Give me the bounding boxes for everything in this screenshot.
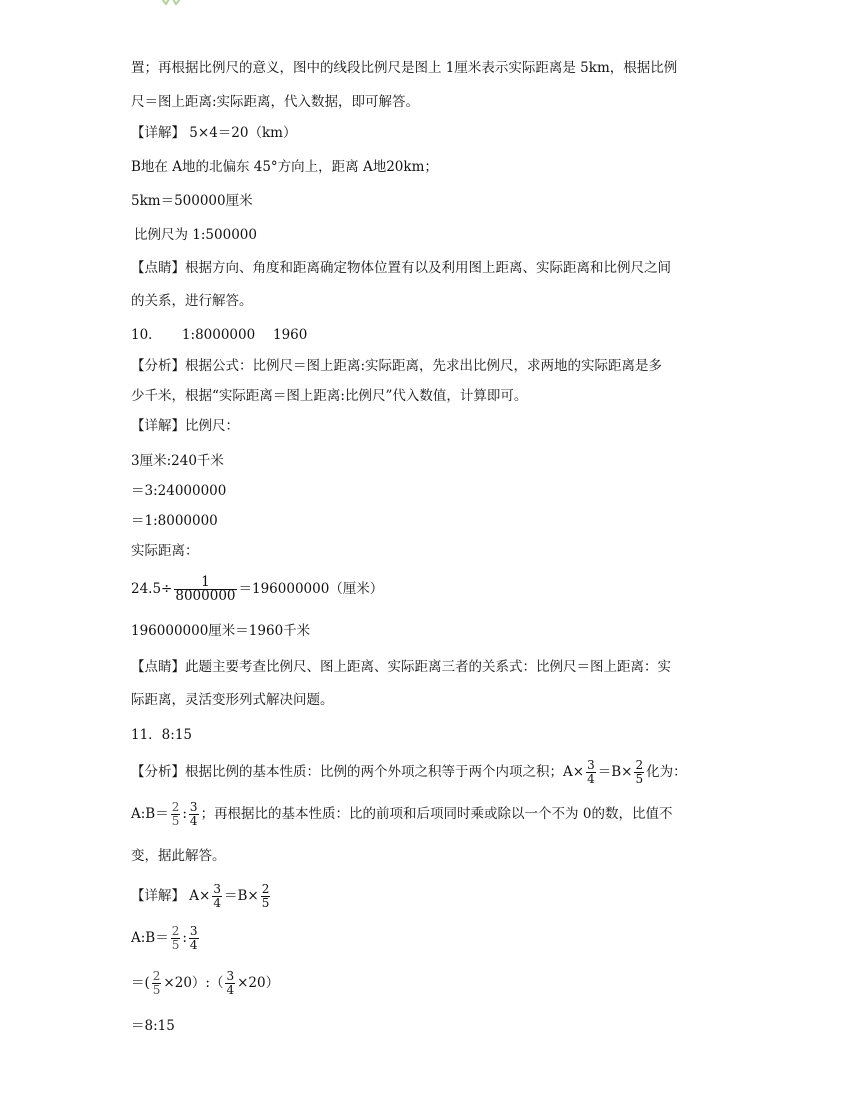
fraction-numerator: 2 xyxy=(635,758,644,772)
fraction xyxy=(171,801,181,828)
text-line: ＝1:8000000 xyxy=(131,513,218,529)
fraction xyxy=(212,883,222,910)
fraction xyxy=(634,759,644,786)
expression-text: 24.5÷ xyxy=(131,581,173,597)
text-line: ＝8:15 xyxy=(131,1018,175,1034)
fraction-denominator: 4 xyxy=(189,938,198,952)
fraction-denominator: 5 xyxy=(261,896,270,910)
equation-line xyxy=(131,572,383,606)
expression-text: ×20）:（ xyxy=(163,975,224,991)
text-line xyxy=(131,921,201,955)
fraction-numerator: 3 xyxy=(189,924,198,938)
fraction-denominator: 5 xyxy=(171,938,180,952)
text-line: 比例尺为 1:500000 xyxy=(134,227,257,243)
fraction xyxy=(261,883,271,910)
text-line xyxy=(131,797,672,831)
fraction xyxy=(171,925,181,952)
expression-text: ＝B× xyxy=(224,888,259,904)
fraction-denominator: 5 xyxy=(152,983,161,997)
fraction-numerator: 2 xyxy=(171,800,180,814)
fraction-denominator: 4 xyxy=(587,772,595,786)
fraction-numerator: 3 xyxy=(189,800,198,814)
fraction-denominator: 8000000 xyxy=(175,588,236,604)
text-line: ＝3:24000000 xyxy=(131,483,227,499)
text-line: 际距离，灵活变形列式解决问题。 xyxy=(131,692,334,708)
expression-text: 【分析】根据比例的基本性质：比例的两个外项之积等于两个内项之积；A× xyxy=(131,764,585,780)
text-line: 【分析】根据公式：比例尺＝图上距离:实际距离，先求出比例尺，求两地的实际距离是多 xyxy=(131,358,663,374)
text-line: 置；再根据比例尺的意义，图中的线段比例尺是图上 1厘米表示实际距离是 5km，根据比例 xyxy=(131,60,678,76)
text-line: 【详解】比例尺： xyxy=(131,418,239,434)
fraction xyxy=(189,801,199,828)
expression-text: ＝196000000（厘米） xyxy=(238,581,384,597)
fraction xyxy=(586,759,596,786)
expression-text: 【详解】 A× xyxy=(131,888,211,904)
question-number-11: 11．8:15 xyxy=(131,727,192,743)
expression-text: : xyxy=(182,930,187,946)
fraction-denominator: 4 xyxy=(189,814,198,828)
fraction-numerator: 2 xyxy=(261,882,270,896)
text-line: 实际距离： xyxy=(131,543,199,559)
fraction-numerator: 2 xyxy=(152,969,161,983)
fraction xyxy=(152,970,162,997)
expression-text: A:B＝ xyxy=(131,930,169,946)
logo-icon xyxy=(156,0,186,6)
expression-text: ×20） xyxy=(237,975,280,991)
fraction xyxy=(174,576,236,603)
fraction-numerator: 3 xyxy=(587,758,595,772)
fraction xyxy=(225,970,235,997)
expression-text: ＝B× xyxy=(597,764,633,780)
fraction xyxy=(189,925,199,952)
text-line: 【点睛】根据方向、角度和距离确定物体位置有以及利用图上距离、实际距离和比例尺之间 xyxy=(131,260,671,276)
expression-text: A:B＝ xyxy=(131,806,169,822)
fraction-denominator: 5 xyxy=(171,814,180,828)
question-number-10: 10． 1:8000000 1960 xyxy=(131,327,308,343)
expression-text: 化为： xyxy=(646,764,687,780)
fraction-denominator: 5 xyxy=(635,772,644,786)
text-line: 少千米，根据“实际距离＝图上距离:比例尺”代入数值，计算即可。 xyxy=(131,388,528,404)
text-line: 3厘米:240千米 xyxy=(131,453,224,469)
fraction-numerator: 3 xyxy=(226,969,235,983)
text-line: 的关系，进行解答。 xyxy=(131,293,253,309)
fraction-numerator: 3 xyxy=(213,882,221,896)
text-line: 【点睛】此题主要考查比例尺、图上距离、实际距离三者的关系式：比例尺＝图上距离：实 xyxy=(131,659,671,675)
expression-text: : xyxy=(182,806,187,822)
fraction-numerator: 2 xyxy=(171,924,180,938)
expression-text: ＝( xyxy=(131,975,150,991)
text-line: 【详解】 5×4＝20（km） xyxy=(131,125,297,141)
expression-text: ；再根据比的基本性质：比的前项和后项同时乘或除以一个不为 0的数，比值不 xyxy=(200,806,673,822)
fraction-denominator: 4 xyxy=(226,983,235,997)
text-line xyxy=(131,966,279,1000)
text-line: B地在 A地的北偏东 45°方向上，距离 A地20km； xyxy=(131,159,438,175)
text-line: 196000000厘米＝1960千米 xyxy=(131,623,311,639)
text-line xyxy=(131,755,687,789)
text-line: 尺＝图上距离:实际距离，代入数据，即可解答。 xyxy=(131,94,420,110)
text-line xyxy=(131,879,272,913)
fraction-denominator: 4 xyxy=(213,896,221,910)
fraction-numerator: 1 xyxy=(201,574,210,590)
text-line: 5km＝500000厘米 xyxy=(131,193,253,209)
text-line: 变，据此解答。 xyxy=(131,848,226,864)
